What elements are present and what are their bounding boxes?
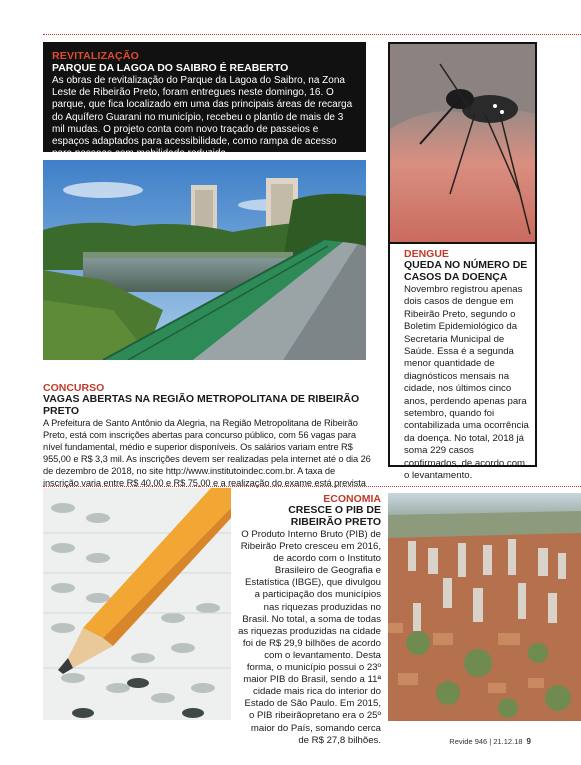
revitalizacao-kicker: REVITALIZAÇÃO <box>52 50 139 62</box>
economia-article <box>238 493 381 747</box>
revitalizacao-body: As obras de revitalização do Parque da Lagoa do Saibro, na Zona Leste de Ribeirão Preto, foram entregues neste domingo, 16. O parque, que fica localizado em uma das principais áreas de recarga do Aquífero Guarani no município, recebeu o plantio de mais de 3 mil mudas. O projeto conta com novo traçado de passeios e espaços adaptados para acessibilidade, como rampa de acesso para pessoas com mobilidade reduzida. <box>52 75 353 160</box>
dengue-body: Novembro registrou apenas dois casos de dengue em Ribeirão Preto, segundo o Boletim Epidemiológico da Secretaria Municipal de Saúde. Essa é a segunda menor quantidade de diagnósticos mensais na cidade, nos últimos cinco anos, perdendo apenas para setembro, quando foi contabilizada uma ocorrência da doença. No total, 2018 já soma 229 casos confirmados, de acordo com o levantamento. <box>404 284 529 482</box>
mosquito-photo <box>388 42 537 244</box>
economia-headline: CRESCE O PIB DE RIBEIRÃO PRETO <box>288 504 381 528</box>
concurso-body: A Prefeitura de Santo Antônio da Alegria, na Região Metropolitana de Ribeirão Preto, está com inscrições abertas para concurso público, com 56 vagas para nível fundamental, médio e superior disponíveis. Os salários variam entre R$ 955,00 e R$ 3,3 mil. As inscrições devem ser realizadas pela internet até o dia 26 de dezembro de 2018, no site http://www.institutoindec.com.br. A taxa de inscrição varia entre R$ 40,00 e R$ 75,00 e a realização do exame está prevista <box>43 418 371 488</box>
concurso-article <box>43 382 371 501</box>
page-footer <box>449 737 531 746</box>
pencil-answer-sheet-photo <box>43 488 231 720</box>
concurso-kicker: CONCURSO <box>43 382 105 394</box>
concurso-headline: VAGAS ABERTAS NA REGIÃO METROPOLITANA DE RIBEIRÃO PRETO <box>43 393 360 417</box>
divider-top <box>43 34 581 35</box>
economia-kicker: ECONOMIA <box>323 493 381 505</box>
dengue-article <box>388 244 537 482</box>
dengue-headline: QUEDA NO NÚMERO DE CASOS DA DOENÇA <box>404 259 528 283</box>
economia-body: O Produto Interno Bruto (PIB) de Ribeirão Preto cresceu em 2016, de acordo com o Instituto Brasileiro de Geografia e Estatística (IBGE), que divulgou a participação dos municípios nas riquezas produzidas no Brasil. No total, a soma de todas as riquezas produzidas na cidade foi de R$ 29,9 bilhões de acordo com o levantamento. Desta forma, o município possui o 23º maior PIB do Brasil, sendo a 11ª cidade mais rica do interior do Estado de São Paulo. Em 2015, o PIB ribeirãopretano era o 25º maior do País, somando cerca de R$ 27,8 bilhões. <box>238 529 381 746</box>
park-photo <box>43 160 366 360</box>
city-aerial-photo <box>388 493 581 721</box>
dengue-kicker: DENGUE <box>404 248 449 260</box>
issue-info: Revide 946 | 21.12.18 <box>449 737 523 746</box>
revitalizacao-headline: PARQUE DA LAGOA DO SAIBRO É REABERTO <box>52 62 289 74</box>
revitalizacao-article <box>43 42 366 160</box>
page-number: 9 <box>526 737 531 746</box>
